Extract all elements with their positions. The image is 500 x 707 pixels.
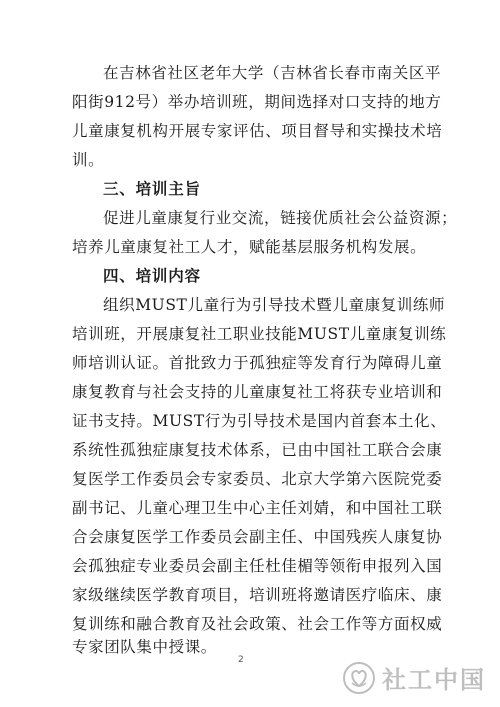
paragraph-line: 训。 — [72, 151, 105, 169]
page-number: 2 — [238, 655, 244, 665]
watermark — [342, 660, 486, 695]
paragraph-line: 证书支持。MUST行为引导技术是国内首套本土化、 — [72, 412, 447, 430]
paragraph-line: 专家团队集中授课。 — [72, 638, 217, 656]
watermark-text: 社工中国 — [382, 666, 486, 694]
paragraph-line: 复医学工作委员会专家委员、北京大学第六医院党委 — [72, 470, 443, 488]
paragraph-line: 儿童康复机构开展专家评估、项目督导和实操技术培 — [72, 122, 443, 140]
paragraph-line: 促进儿童康复行业交流，链接优质社会公益资源； — [103, 209, 458, 227]
paragraph-line: 组织MUST儿童行为引导技术暨儿童康复训练师 — [103, 296, 446, 314]
paragraph-line: 会孤独症专业委员会副主任杜佳楣等领衔申报列入国 — [72, 557, 443, 575]
section-heading-content: 四、培训内容 — [103, 267, 201, 285]
heart-hands-logo-icon — [342, 661, 376, 695]
paragraph-line: 师培训认证。首批致力于孤独症等发育行为障碍儿童 — [72, 354, 443, 372]
paragraph-line: 合会康复医学工作委员会副主任、中国残疾人康复协 — [72, 528, 443, 546]
paragraph-line: 培养儿童康复社工人才，赋能基层服务机构发展。 — [72, 238, 427, 256]
paragraph-line: 康复教育与社会支持的儿童康复社工将获专业培训和 — [72, 383, 443, 401]
paragraph-line: 系统性孤独症康复技术体系，已由中国社工联合会康 — [72, 441, 443, 459]
paragraph-line: 家级继续医学教育项目，培训班将邀请医疗临床、康 — [72, 586, 443, 604]
paragraph-line: 培训班，开展康复社工职业技能MUST儿童康复训练 — [72, 325, 447, 343]
section-heading-purpose: 三、培训主旨 — [103, 180, 201, 198]
paragraph-line: 阳街912号）举办培训班，期间选择对口支持的地方 — [72, 93, 442, 111]
paragraph-line: 副书记、儿童心理卫生中心主任刘婧，和中国社工联 — [72, 499, 443, 517]
paragraph-line: 复训练和融合教育及社会政策、社会工作等方面权威 — [72, 615, 443, 633]
paragraph-line: 在吉林省社区老年大学（吉林省长春市南关区平 — [103, 64, 442, 82]
